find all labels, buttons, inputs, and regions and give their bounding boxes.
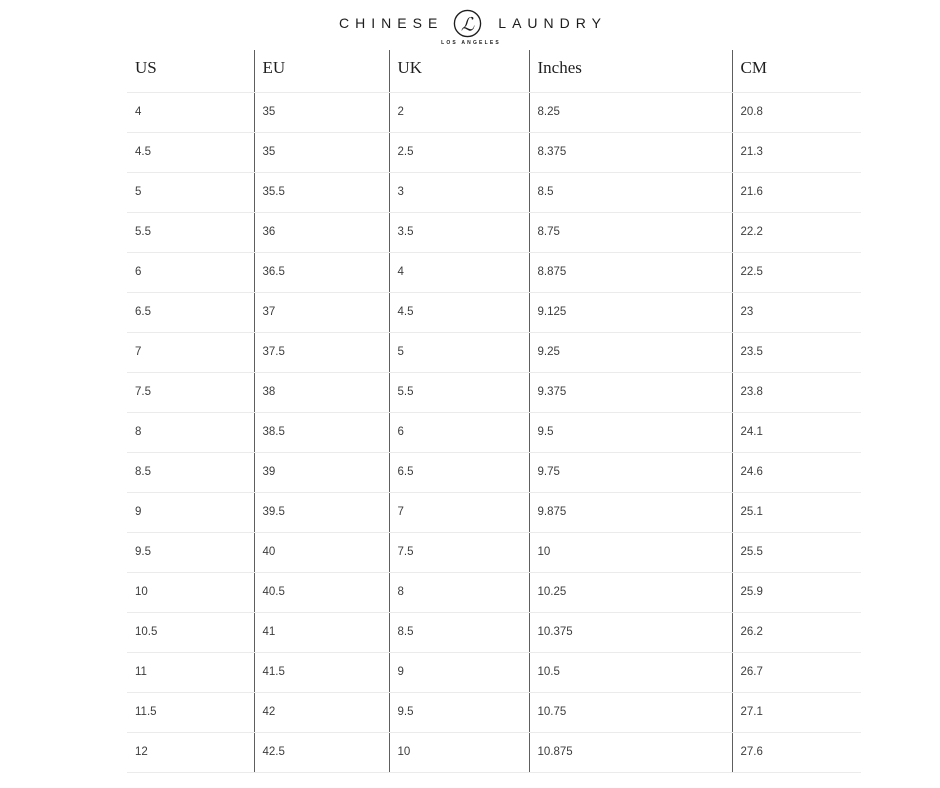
size-cell: 21.3	[732, 132, 861, 172]
size-cell: 5	[127, 172, 254, 212]
size-cell: 8.375	[529, 132, 732, 172]
size-chart-header-row	[127, 50, 861, 92]
table-row	[127, 292, 861, 332]
size-cell: 21.6	[732, 172, 861, 212]
size-cell: 4.5	[127, 132, 254, 172]
size-cell: 39	[254, 452, 389, 492]
size-cell: 8	[389, 572, 529, 612]
size-cell: 25.1	[732, 492, 861, 532]
size-cell: 11.5	[127, 692, 254, 732]
size-cell: 6.5	[389, 452, 529, 492]
size-cell: 39.5	[254, 492, 389, 532]
table-row	[127, 732, 861, 772]
size-cell: 20.8	[732, 92, 861, 132]
size-cell: 42.5	[254, 732, 389, 772]
size-cell: 35	[254, 92, 389, 132]
size-cell: 37	[254, 292, 389, 332]
table-row	[127, 532, 861, 572]
brand-word-right: LAUNDRY	[498, 15, 607, 31]
size-cell: 35	[254, 132, 389, 172]
brand-header	[0, 0, 940, 46]
size-cell: 25.9	[732, 572, 861, 612]
column-header-us: US	[127, 50, 254, 92]
size-cell: 25.5	[732, 532, 861, 572]
column-header-eu: EU	[254, 50, 389, 92]
size-cell: 22.5	[732, 252, 861, 292]
size-cell: 10.875	[529, 732, 732, 772]
size-cell: 4.5	[389, 292, 529, 332]
size-cell: 40.5	[254, 572, 389, 612]
table-row	[127, 692, 861, 732]
size-cell: 5	[389, 332, 529, 372]
size-cell: 8.5	[529, 172, 732, 212]
size-cell: 27.1	[732, 692, 861, 732]
size-cell: 9.5	[127, 532, 254, 572]
size-cell: 9.375	[529, 372, 732, 412]
size-cell: 7	[127, 332, 254, 372]
size-cell: 3.5	[389, 212, 529, 252]
size-cell: 9.25	[529, 332, 732, 372]
size-cell: 7.5	[127, 372, 254, 412]
table-row	[127, 372, 861, 412]
size-cell: 38	[254, 372, 389, 412]
size-cell: 4	[127, 92, 254, 132]
size-cell: 7.5	[389, 532, 529, 572]
size-chart-table	[127, 50, 861, 773]
size-cell: 6	[127, 252, 254, 292]
size-cell: 22.2	[732, 212, 861, 252]
size-cell: 8.5	[127, 452, 254, 492]
brand-tagline: LOS ANGELES	[441, 40, 501, 46]
size-cell: 10.375	[529, 612, 732, 652]
size-cell: 42	[254, 692, 389, 732]
svg-text:ℒ: ℒ	[461, 13, 475, 35]
table-row	[127, 452, 861, 492]
size-cell: 8.875	[529, 252, 732, 292]
size-cell: 27.6	[732, 732, 861, 772]
brand-word-left: CHINESE	[339, 15, 444, 31]
table-row	[127, 572, 861, 612]
size-cell: 38.5	[254, 412, 389, 452]
size-cell: 10.25	[529, 572, 732, 612]
table-row	[127, 172, 861, 212]
size-cell: 6.5	[127, 292, 254, 332]
size-cell: 10	[529, 532, 732, 572]
size-cell: 8.25	[529, 92, 732, 132]
size-cell: 10	[389, 732, 529, 772]
size-cell: 4	[389, 252, 529, 292]
size-cell: 26.7	[732, 652, 861, 692]
size-cell: 10.5	[127, 612, 254, 652]
brand-monogram-icon	[452, 8, 483, 39]
size-cell: 41.5	[254, 652, 389, 692]
size-cell: 23.8	[732, 372, 861, 412]
size-cell: 5.5	[127, 212, 254, 252]
size-cell: 9.125	[529, 292, 732, 332]
size-cell: 9.875	[529, 492, 732, 532]
column-header-cm: CM	[732, 50, 861, 92]
table-row	[127, 412, 861, 452]
table-row	[127, 132, 861, 172]
size-cell: 24.1	[732, 412, 861, 452]
size-cell: 9.5	[389, 692, 529, 732]
size-cell: 11	[127, 652, 254, 692]
column-header-inches: Inches	[529, 50, 732, 92]
size-cell: 23.5	[732, 332, 861, 372]
size-cell: 23	[732, 292, 861, 332]
table-row	[127, 652, 861, 692]
table-row	[127, 212, 861, 252]
size-cell: 9.75	[529, 452, 732, 492]
table-row	[127, 492, 861, 532]
size-cell: 37.5	[254, 332, 389, 372]
size-cell: 9	[127, 492, 254, 532]
size-cell: 2	[389, 92, 529, 132]
size-cell: 36	[254, 212, 389, 252]
table-row	[127, 612, 861, 652]
table-row	[127, 332, 861, 372]
size-chart-body	[127, 92, 861, 772]
size-cell: 2.5	[389, 132, 529, 172]
size-cell: 36.5	[254, 252, 389, 292]
size-cell: 7	[389, 492, 529, 532]
size-cell: 3	[389, 172, 529, 212]
size-cell: 8.75	[529, 212, 732, 252]
table-row	[127, 92, 861, 132]
size-cell: 24.6	[732, 452, 861, 492]
size-cell: 6	[389, 412, 529, 452]
size-cell: 8.5	[389, 612, 529, 652]
size-cell: 5.5	[389, 372, 529, 412]
size-cell: 10.75	[529, 692, 732, 732]
size-cell: 41	[254, 612, 389, 652]
size-cell: 9.5	[529, 412, 732, 452]
size-cell: 9	[389, 652, 529, 692]
table-row	[127, 252, 861, 292]
size-cell: 26.2	[732, 612, 861, 652]
size-cell: 12	[127, 732, 254, 772]
brand-logo	[0, 7, 940, 39]
size-cell: 8	[127, 412, 254, 452]
size-cell: 35.5	[254, 172, 389, 212]
size-cell: 10	[127, 572, 254, 612]
column-header-uk: UK	[389, 50, 529, 92]
size-cell: 10.5	[529, 652, 732, 692]
size-cell: 40	[254, 532, 389, 572]
